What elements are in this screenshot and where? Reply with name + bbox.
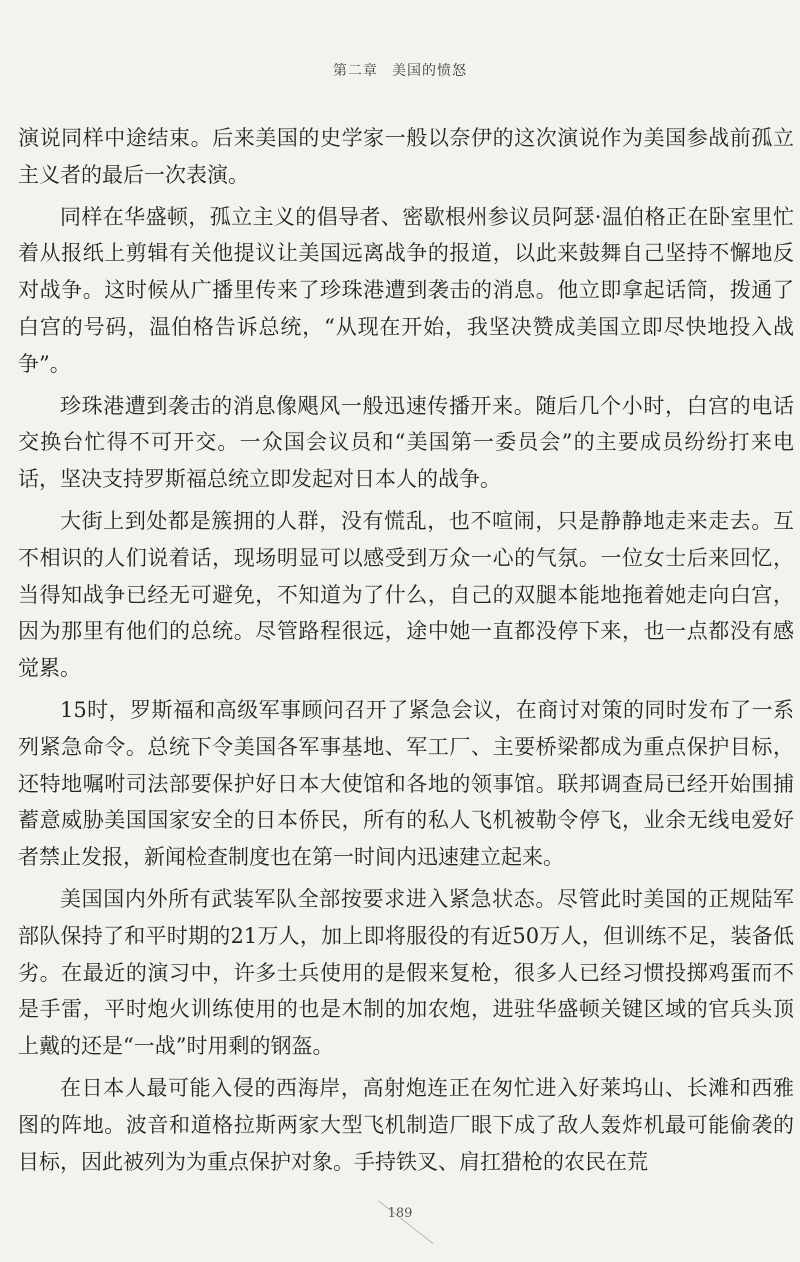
paragraph: 15时，罗斯福和高级军事顾问召开了紧急会议，在商讨对策的同时发布了一系列紧急命令。总统下令美国各军事基地、军工厂、主要桥梁都成为重点保护目标，还特地嘱咐司法部要保护好日本大使馆和各地的领事馆。联邦调查局已经开始围捕蓄意威胁美国国家安全的日本侨民，所有的私人飞机被勒令停飞，业余无线电爱好者禁止发报，新闻检查制度也在第一时间内迅速建立起来。	[18, 697, 794, 870]
chapter-label: 第二章	[333, 63, 378, 79]
paragraph: 大街上到处都是簇拥的人群，没有慌乱，也不喧闹，只是静静地走来走去。互不相识的人们说着话，现场明显可以感受到万众一心的气氛。一位女士后来回忆，当得知战争已经无可避免，不知道为了什么，自己的双腿本能地拖着她走向白宫，因为那里有他们的总统。尽管路程很远，途中她一直都没停下来，也一点都没有感觉累。	[18, 508, 794, 681]
paragraph: 美国国内外所有武装军队全部按要求进入紧急状态。尽管此时美国的正规陆军部队保持了和平时期的21万人，加上即将服役的有近50万人，但训练不足，装备低劣。在最近的演习中，许多士兵使用的是假来复枪，很多人已经习惯投掷鸡蛋而不是手雷，平时炮火训练使用的也是木制的加农炮，进驻华盛顿关键区域的官兵头顶上戴的还是“一战”时用剩的钢盔。	[18, 886, 794, 1059]
body-text	[18, 120, 794, 1185]
paragraph: 同样在华盛顿，孤立主义的倡导者、密歇根州参议员阿瑟·温伯格正在卧室里忙着从报纸上剪辑有关他提议让美国远离战争的报道，以此来鼓舞自己坚持不懈地反对战争。这时候从广播里传来了珍珠港遭到袭击的消息。他立即拿起话筒，拨通了白宫的号码，温伯格告诉总统，“从现在开始，我坚决赞成美国立即尽快地投入战争”。	[18, 204, 794, 376]
paragraph: 在日本人最可能入侵的西海岸，高射炮连正在匆忙进入好莱坞山、长滩和西雅图的阵地。波音和道格拉斯两家大型飞机制造厂眼下成了敌人轰炸机最可能偷袭的目标，因此被列为为重点保护对象。手持铁叉、肩扛猎枪的农民在荒	[18, 1075, 794, 1174]
paragraph: 珍珠港遭到袭击的消息像飓风一般迅速传播开来。随后几个小时，白宫的电话交换台忙得不可开交。一众国会议员和“美国第一委员会”的主要成员纷纷打来电话，坚决支持罗斯福总统立即发起对日本人的战争。	[18, 393, 794, 492]
chapter-title: 美国的愤怒	[392, 63, 467, 79]
running-header	[0, 60, 800, 80]
page-number: 189	[387, 1206, 413, 1221]
paragraph: 演说同样中途结束。后来美国的史学家一般以奈伊的这次演说作为美国参战前孤立主义者的最后一次表演。	[18, 126, 794, 187]
